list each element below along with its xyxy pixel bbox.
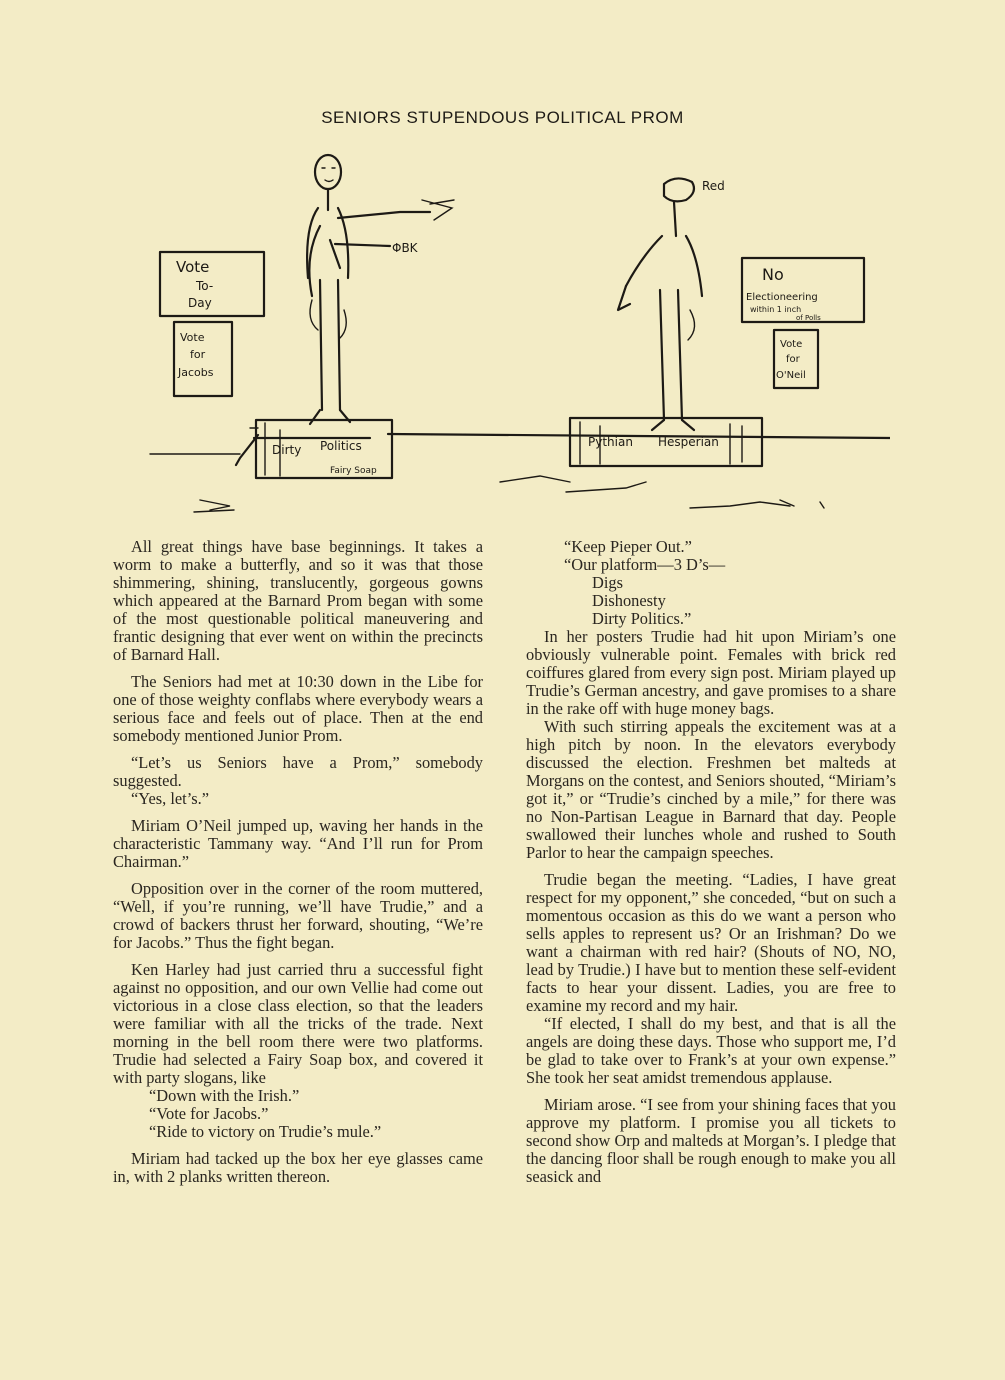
left-sign-bottom-line-3: Jacobs [178,366,214,379]
slogan-line: “Vote for Jacobs.” [149,1104,269,1123]
right-sign-bottom-line-3: O'Neil [776,370,806,381]
right-sign-top-line-1: No [762,265,784,284]
paragraph: “Let’s us Seniors have a Prom,” somebody suggested. [113,753,483,790]
left-campaign-sign [160,252,264,396]
slogan-line: “Down with the Irish.” [149,1086,300,1105]
left-sign-bottom-line-2: for [190,348,206,361]
left-sign-top-line-2: To- [196,279,214,293]
red-hair-label: Red [702,179,725,193]
platform-item: Digs [592,573,623,592]
paragraph: Miriam arose. “I see from your shining faces that you approve my platform. I promise you all tickets to second show Orp and malteds at Morgan’s. I pledge that the dancing floor shall be rough enough to make you all seasick and [526,1095,896,1186]
paragraph: “If elected, I shall do my best, and that is all the angels are doing these days. Those who support me, I’d be glad to take over to Frank’s at your own expense.” She took her seat amidst tremendous applause. [526,1014,896,1087]
paragraph: Miriam O’Neil jumped up, waving her hands in the characteristic Tammany way. “And I’ll run for Prom Chairman.” [113,816,483,871]
platform-plank: “Our platform—3 D’s— [564,555,726,574]
left-box-label-3: Fairy Soap [330,466,377,476]
right-box-label-1: Pythian [588,435,633,449]
right-sign-top-line-4: of Polls [796,314,821,322]
right-sign-top-line-3: within 1 inch [750,305,802,314]
left-sign-top-line-1: Vote [176,258,210,276]
left-box-label-1: Dirty [272,443,302,457]
left-sign-bottom-line-1: Vote [180,331,205,344]
right-box-label-2: Hesperian [658,435,719,449]
right-text-column [526,538,896,1195]
left-figure-trudie [307,155,454,424]
platform-item: Dishonesty [592,591,666,610]
paragraph: Miriam had tacked up the box her eye glasses came in, with 2 planks written thereon. [113,1149,483,1186]
page-title: SENIORS STUPENDOUS POLITICAL PROM [321,108,684,127]
left-sign-top-line-3: Day [188,296,212,310]
phi-beta-kappa-label: ΦBK [392,241,418,255]
right-sign-bottom-line-1: Vote [780,339,803,350]
paragraph: With such stirring appeals the excitement was at a high pitch by noon. In the elevators everybody discussed the election. Freshmen bet malteds at Morgans on the contest, and Seniors shouted, “Miriam’s got it,” or “Trudie’s cinched by a mile,” for there was no Non-Partisan League in Barnard that day. People swallowed their lunches whole and rushed to South Parlor to hear the campaign speeches. [526,717,896,862]
paragraph: “Yes, let’s.” [131,789,210,808]
paragraph: The Seniors had met at 10:30 down in the Libe for one of those weighty conflabs where everybody wears a serious face and feels out of place. Then at the end somebody mentioned Junior Prom. [113,672,483,745]
right-eyeglass-box [500,418,824,508]
right-campaign-sign [742,258,864,388]
right-figure-miriam [618,178,725,430]
platform-plank: “Keep Pieper Out.” [564,537,692,556]
left-box-label-2: Politics [320,439,362,453]
paragraph: Trudie began the meeting. “Ladies, I have great respect for my opponent,” she conceded, “but on such a momentous occasion as this do we want a person who sells apples to represent us? Or an Irishman? Do we want a chairman with red hair? (Shouts of NO, NO, lead by Trudie.) I have but to mention these self-evident facts to hear your dissent. Ladies, you are free to examine my record and my hair. [526,870,896,1015]
left-text-column [113,538,483,1195]
right-sign-bottom-line-2: for [786,354,800,365]
left-soap-box [150,420,890,512]
campaign-cartoon [130,140,890,530]
platform-item: Dirty Politics.” [592,609,692,628]
paragraph: In her posters Trudie had hit upon Miriam’s one obviously vulnerable point. Females with brick red coiffures glared from every sign post. Miriam played up Trudie’s German ancestry, and gave promises to a share in the rake off with huge money bags. [526,627,896,718]
right-sign-top-line-2: Electioneering [746,292,818,303]
paragraph: Opposition over in the corner of the room muttered, “Well, if you’re running, we’ll have Trudie,” and a crowd of backers thrust her forward, shouting, “We’re for Jacobs.” Thus the fight began. [113,879,483,952]
paragraph: Ken Harley had just carried thru a successful fight against no opposition, and our own Vellie had come out victorious in a close class election, so that the leaders were familiar with all the tricks of the trade. Next morning in the bell room there were two platforms. Trudie had selected a Fairy Soap box, and covered it with party slogans, like [113,960,483,1087]
paragraph: All great things have base beginnings. It takes a worm to make a butterfly, and so it was that those shimmering, shining, translucently, gorgeous gowns which appeared at the Barnard Prom began with some of the most questionable political maneuvering and frantic designing that ever went on within the precincts of Barnard Hall. [113,537,483,664]
slogan-line: “Ride to victory on Trudie’s mule.” [149,1122,382,1141]
